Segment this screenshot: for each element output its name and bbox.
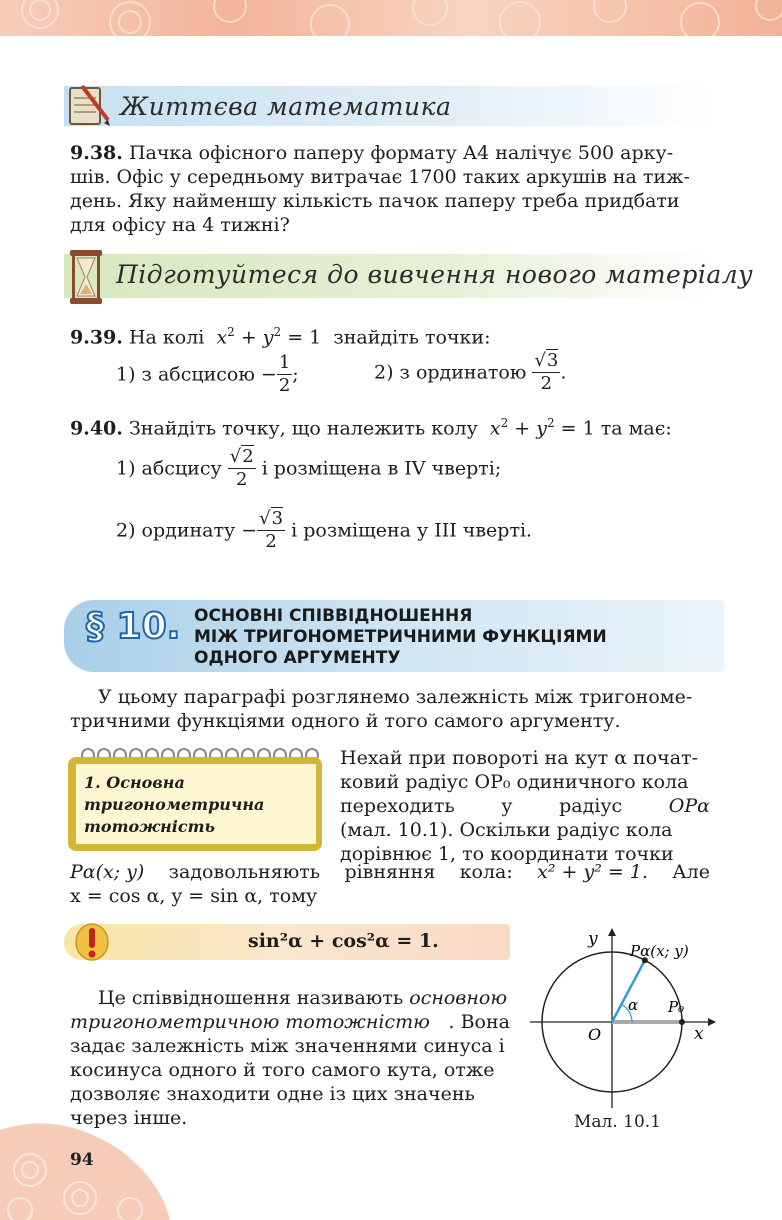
fraction (228, 446, 256, 491)
equation-var: y (262, 326, 274, 349)
text-line: дозволяє знаходити одне із цих значень (70, 1083, 475, 1105)
word: переходить (340, 795, 455, 817)
note-title (84, 772, 264, 838)
punct: . (560, 361, 567, 384)
text-line: знайдіть точки: (333, 326, 491, 349)
equation-op: = 1 (281, 326, 322, 349)
text-line: косинуса одного й того самого кута, отже (70, 1059, 495, 1081)
exercise-939-item1 (116, 352, 299, 397)
exercise-940-item2 (116, 508, 532, 553)
word: рівняння (344, 861, 436, 883)
exercise-939 (70, 320, 491, 349)
paragraph-title (194, 606, 607, 669)
denominator: 2 (235, 469, 248, 490)
text-line: тричними функціями одного й того самого аргументу. (70, 710, 621, 732)
word: x² + y² = 1. (537, 861, 648, 883)
fraction (277, 352, 292, 397)
sqrt-sign: √ (534, 350, 546, 371)
equation-op: + (508, 417, 537, 440)
notebook-pencil-icon (64, 80, 114, 130)
numerator: 1 (278, 352, 291, 373)
denominator: 2 (540, 373, 553, 394)
alpha-label: α (628, 996, 639, 1014)
note-title-line: 1. Основна (84, 773, 185, 792)
word: Але (672, 861, 710, 883)
intro-text (70, 685, 710, 733)
word: радіус (559, 795, 623, 817)
word: задовольняють (168, 861, 321, 883)
text-line: Нехай при повороті на кут α почат- (340, 747, 698, 769)
exercise-940 (70, 411, 672, 440)
exponent: 2 (546, 416, 555, 430)
sqrt-sign: √ (229, 446, 242, 467)
word: основною (409, 987, 508, 1009)
text-line: У цьому параграфі розглянемо залежність між тригономе- (98, 686, 693, 708)
equation-var: y (536, 417, 547, 440)
x-axis-arrow-icon (708, 1018, 716, 1026)
denominator: 2 (265, 531, 277, 552)
text-line: і розміщена в IV чверті; (261, 457, 502, 480)
exponent: 2 (500, 416, 509, 430)
sqrt-sign: √ (259, 508, 271, 529)
paragraph-number: § 10. (86, 606, 181, 647)
item-label: 1) абсцису (116, 457, 222, 480)
word: тригонометричною тотожністю (70, 1011, 430, 1033)
text-line: шів. Офіс у середньому витрачає 1700 таких аркушів на тиж- (70, 166, 690, 188)
page-number: 94 (70, 1150, 94, 1170)
body-line-6 (70, 860, 710, 884)
text-line: дорівнює 1, то координати точки (340, 843, 674, 865)
numerator: 3 (271, 508, 284, 529)
equation-var: x (216, 326, 228, 349)
body-line-7: x = cos α, y = sin α, тому (70, 885, 318, 907)
fraction (532, 350, 560, 395)
text-line: Знайдіть точку, що належить колу (128, 417, 478, 440)
exercise-number: 9.38. (70, 142, 123, 164)
exercise-938 (70, 141, 710, 237)
denominator: 2 (278, 375, 291, 396)
figure-caption: Мал. 10.1 (574, 1112, 662, 1132)
text-line: ковий радіус OP₀ одиничного кола (340, 771, 689, 793)
punct: ; (292, 363, 299, 386)
paragraph-title-line: ОДНОГО АРГУМЕНТУ (194, 648, 401, 668)
item-label: 2) ординату (116, 519, 236, 542)
exercise-940-item1 (116, 446, 501, 491)
item-label: 2) з ординатою (374, 361, 527, 384)
p0-label: P₀ (668, 998, 685, 1016)
word: Pα(x; y) (70, 861, 145, 883)
note-title-line: тотожність (84, 817, 216, 836)
body-right-column (340, 746, 710, 866)
equation-op: = 1 (554, 417, 595, 440)
text-line: та має: (600, 417, 672, 440)
exclamation-icon (70, 922, 116, 962)
paragraph-title-line: МІЖ ТРИГОНОМЕТРИЧНИМИ ФУНКЦІЯМИ (194, 627, 607, 647)
equation-var: x (489, 417, 501, 440)
section-title-life-math: Життєва математика (120, 92, 452, 121)
exercise-939-item2 (374, 350, 566, 395)
text-line: На колі (128, 326, 205, 349)
point-p0 (679, 1019, 685, 1025)
item-label: 1) з абсцисою (116, 363, 255, 386)
word: . Вона (448, 1011, 510, 1033)
word: кола: (459, 861, 513, 883)
word: Це співвідношення називають (98, 987, 404, 1009)
numerator: 2 (242, 446, 254, 467)
exponent: 2 (273, 325, 282, 339)
word: у (501, 795, 513, 817)
fraction (257, 508, 285, 553)
text-line: Пачка офісного паперу формату А4 налічує 500 арку- (128, 142, 674, 164)
text-line: задає залежність між значеннями синуса і (70, 1035, 505, 1057)
top-decor-band (0, 0, 782, 36)
identity-formula: sin²α + cos²α = 1. (248, 930, 439, 952)
swirl-pattern-icon (0, 0, 782, 36)
equation-op: + (234, 326, 263, 349)
y-axis-arrow-icon (608, 928, 616, 936)
origin-label: O (588, 1025, 602, 1044)
exponent: 2 (227, 325, 235, 339)
note-title-line: тригонометрична (84, 795, 265, 814)
text-line: і розміщена у ІІІ чверті. (291, 519, 533, 542)
paragraph-title-line: ОСНОВНІ СПІВВІДНОШЕННЯ (194, 606, 473, 626)
word: OPα (668, 795, 710, 817)
hourglass-icon (66, 248, 106, 306)
minus-sign: − (241, 519, 258, 542)
text-line: день. Яку найменшу кількість пачок паперу треба придбати (70, 190, 680, 212)
minus-sign: − (260, 363, 277, 386)
after-text (70, 986, 510, 1130)
section-title-prepare: Підготуйтеся до вивчення нового матеріалу (116, 260, 754, 289)
exercise-number: 9.40. (70, 417, 123, 440)
text-line (340, 794, 710, 818)
x-axis-label: x (694, 1024, 704, 1044)
unit-circle-figure (520, 922, 720, 1112)
y-axis-label: y (588, 929, 598, 949)
text-line: (мал. 10.1). Оскільки радіус кола (340, 819, 673, 841)
numerator: 3 (546, 350, 559, 371)
text-line: для офісу на 4 тижні? (70, 214, 290, 236)
p-alpha-label: Pα(x; y) (630, 942, 689, 960)
exercise-number: 9.39. (70, 326, 123, 349)
text-line: через інше. (70, 1107, 188, 1129)
